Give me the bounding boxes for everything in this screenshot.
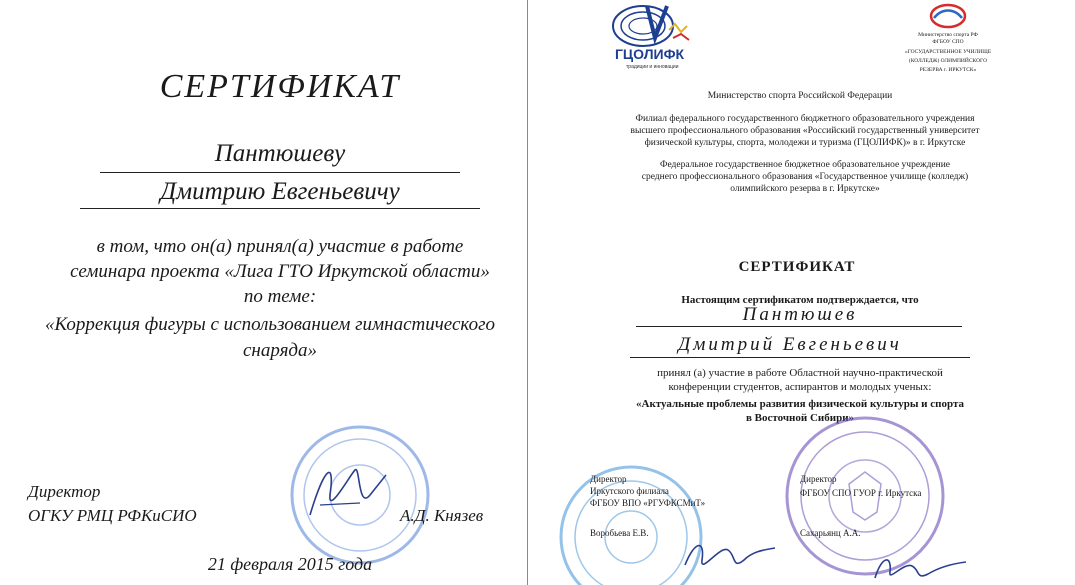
right-sig-right-line: ФГБОУ СПО ГУОР г. Иркутска [800, 488, 922, 498]
page-divider [527, 0, 528, 585]
ministry-line: Министерство спорта Российской Федерации [707, 91, 893, 101]
gtsolifk-logo-text: ГЦОЛИФК [615, 46, 685, 62]
college-line: среднего профессионального образования «Государственное училище (колледж) [641, 172, 969, 182]
left-name-underline-2 [80, 208, 480, 209]
right-sig-left-line: ФГБОУ ВПО «РГУФКСМиТ» [590, 498, 706, 508]
left-name-underline-1 [100, 172, 460, 173]
right-name-underline-1 [636, 326, 962, 327]
college-logo-line: Министерство спорта РФ [918, 32, 978, 38]
college-logo-line: (КОЛЛЕДЖ) ОЛИМПИЙСКОГО [908, 58, 988, 64]
right-confirm-line: Настоящим сертификатом подтверждается, что [681, 294, 919, 306]
left-director-org: ОГКУ РМЦ РФКиСИО [28, 506, 197, 525]
left-director-name: А.Д. Князев [400, 506, 484, 525]
college-logo-line: РЕЗЕРВА г. ИРКУТСК» [919, 67, 977, 73]
right-sig-left-line: Директор [590, 474, 627, 484]
right-body-line: принял (а) участие в работе Областной научно-практической [657, 367, 943, 379]
left-date: 21 февраля 2015 года [207, 554, 373, 574]
left-name-line1: Пантюшеву [214, 140, 346, 167]
left-director-title: Директор [28, 482, 101, 501]
right-sig-left-line: Иркутского филиала [590, 486, 669, 496]
college-line: олимпийского резерва в г. Иркутске» [730, 184, 880, 194]
college-logo-line: ФГБОУ СПО [932, 39, 964, 45]
gtsolifk-logo-sub: традиции и инновации [626, 64, 679, 70]
right-sig-left-line: Воробьева Е.В. [590, 528, 649, 538]
right-signature-left [680, 530, 780, 580]
right-body-line: конференции студентов, аспирантов и молодых ученых: [668, 381, 932, 393]
branch-line: высшего профессионального образования «Российский государственный университет [630, 126, 980, 136]
left-topic-line: «Коррекция фигуры с использованием гимнастического [45, 314, 495, 335]
left-signature [300, 455, 390, 525]
right-title: СЕРТИФИКАТ [738, 259, 856, 275]
branch-line: физической культуры, спорта, молодежи и туризма (ГЦОЛИФК)» в г. Иркутске [644, 138, 966, 148]
right-sig-right-line: Сахарьянц А.А. [800, 528, 861, 538]
branch-line: Филиал федерального государственного бюджетного образовательного учреждения [635, 114, 975, 124]
right-topic-line: в Восточной Сибири» [745, 412, 855, 424]
right-signature-right [870, 550, 970, 585]
gtsolifk-logo-icon [603, 2, 693, 50]
left-body-line: в том, что он(а) принял(а) участие в работе [96, 236, 464, 257]
right-name-underline-2 [630, 357, 970, 358]
left-body-line: семинара проекта «Лига ГТО Иркутской области» [70, 261, 490, 282]
college-line: Федеральное государственное бюджетное образовательное учреждение [659, 160, 951, 170]
right-hand-name2: Дмитрий Евгеньевич [678, 334, 902, 355]
right-sig-right-line: Директор [800, 474, 837, 484]
right-topic-line: «Актуальные проблемы развития физической культуры и спорта [636, 398, 964, 410]
left-name-line2: Дмитрию Евгеньевичу [160, 178, 400, 205]
left-title: СЕРТИФИКАТ [159, 68, 401, 105]
right-hand-name1: Пантюшев [742, 304, 858, 325]
college-logo-icon [928, 2, 968, 30]
left-body-line: по теме: [243, 286, 317, 307]
college-logo-line: «ГОСУДАРСТВЕННОЕ УЧИЛИЩЕ [904, 49, 992, 55]
left-topic-line: снаряда» [242, 340, 318, 361]
